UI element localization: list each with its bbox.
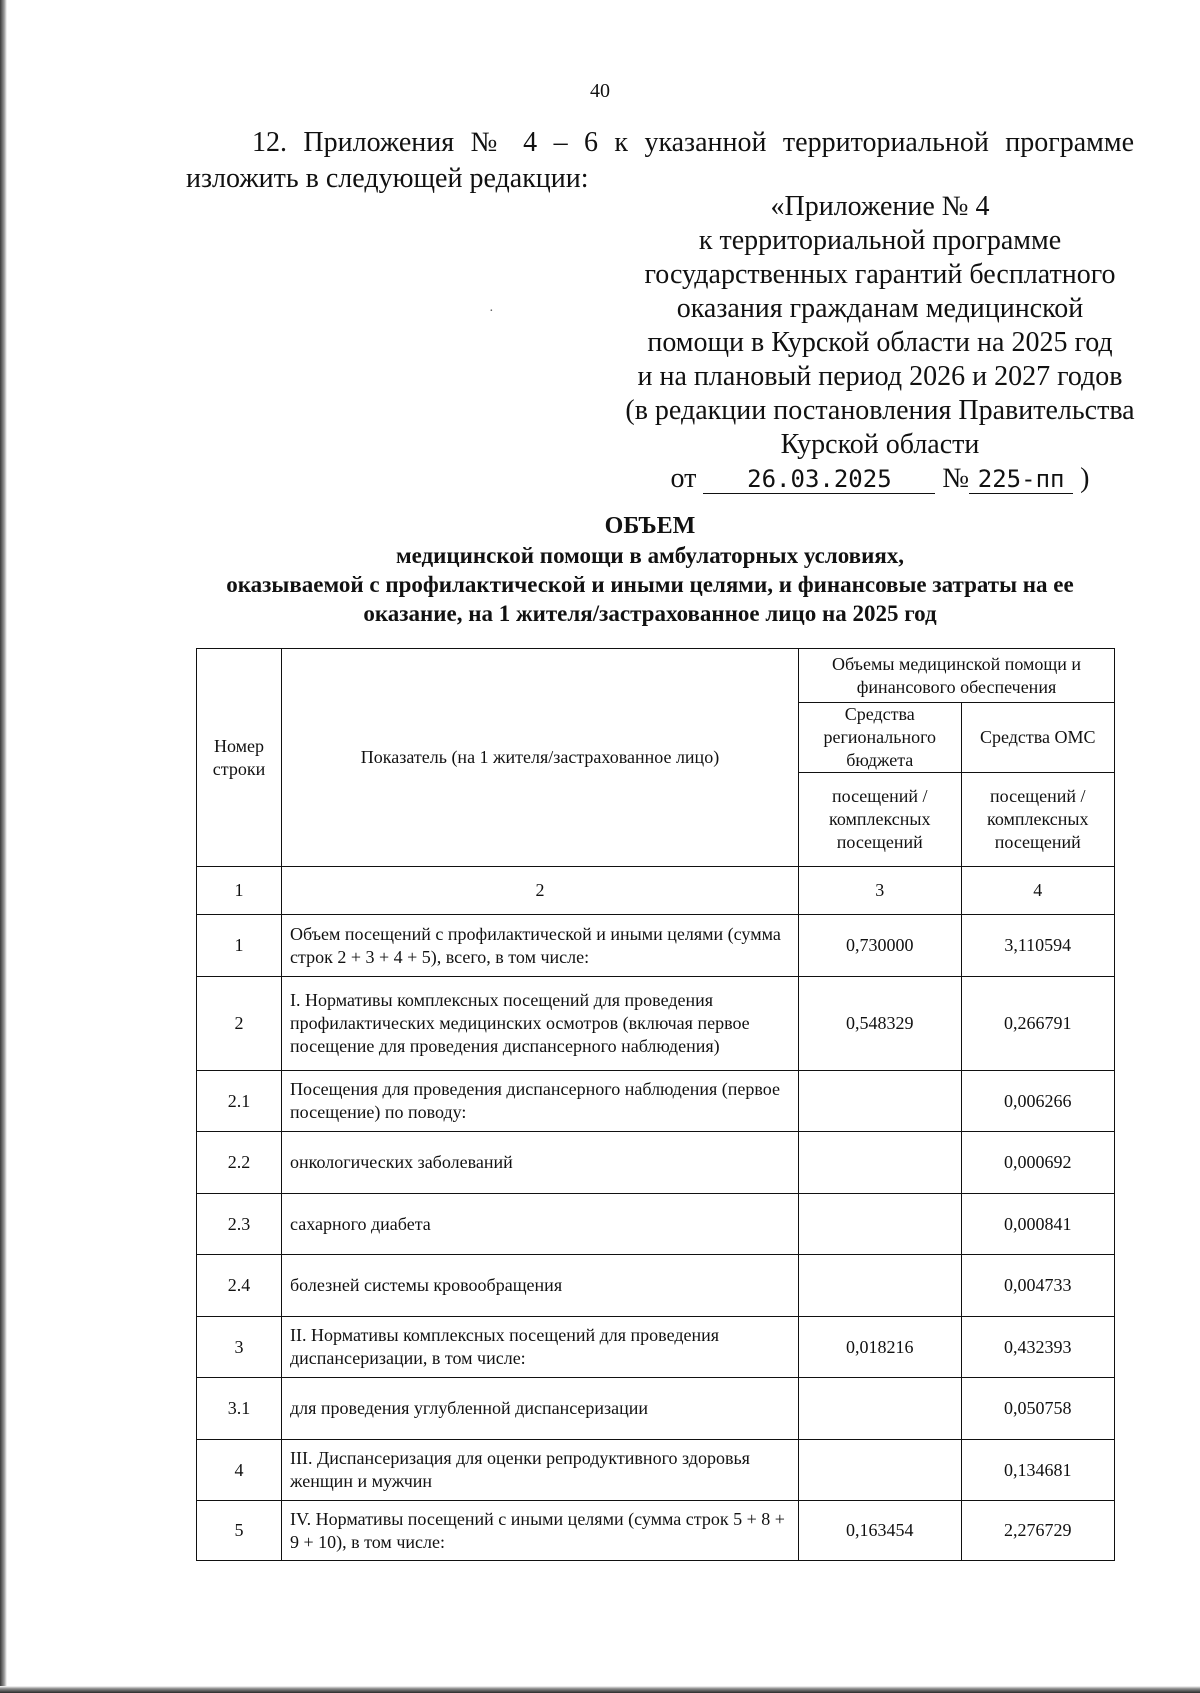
column-number: 4 [961,867,1115,915]
row-regional-value: 0,018216 [799,1317,962,1378]
table-row [197,977,1115,1071]
row-number: 2 [197,977,282,1071]
row-oms-value: 0,000692 [961,1132,1115,1194]
header-unit-oms: посещений / комплексных посещений [961,773,1115,867]
row-oms-value: 0,266791 [961,977,1115,1071]
number-label: № [942,463,970,494]
appendix-header [600,190,1160,496]
paragraph-line-2: изложить в следующей редакции: [186,163,589,194]
row-regional-value: 0,730000 [799,915,962,977]
column-number: 2 [282,867,799,915]
appendix-line: (в редакции постановления Правительства [625,395,1135,426]
row-regional-value: 0,548329 [799,977,962,1071]
resolution-number: 225-пп [969,465,1073,494]
title-line-3: оказываемой с профилактической и иными целями, и финансовые затраты на ее [226,572,1074,597]
from-label: от [670,463,697,494]
row-indicator: Посещения для проведения диспансерного наблюдения (первое посещение) по поводу: [282,1071,799,1132]
title-line-2: медицинской помощи в амбулаторных условиях, [395,543,905,568]
closing-bracket: ) [1080,463,1090,494]
appendix-line: оказания гражданам медицинской [676,293,1084,324]
row-number: 3.1 [197,1378,282,1440]
table-row [197,1440,1115,1501]
row-number: 2.3 [197,1194,282,1255]
header-unit-regional: посещений / комплексных посещений [799,773,962,867]
paragraph-line-1: 12. Приложения № 4 – 6 к указанной территориальной программе [252,127,1134,158]
table-row [197,1194,1115,1255]
row-number: 2.2 [197,1132,282,1194]
row-indicator: для проведения углубленной диспансеризации [282,1378,799,1440]
scan-edge-bottom [0,1686,1200,1693]
amendment-paragraph [186,125,1134,197]
row-oms-value: 0,134681 [961,1440,1115,1501]
appendix-line: Курской области [780,429,980,460]
resolution-date: 26.03.2025 [703,465,935,494]
row-oms-value: 2,276729 [961,1501,1115,1561]
document-title [150,512,1150,628]
row-regional-value: 0,163454 [799,1501,962,1561]
table-row [197,1317,1115,1378]
row-indicator: II. Нормативы комплексных посещений для проведения диспансеризации, в том числе: [282,1317,799,1378]
row-oms-value: 0,050758 [961,1378,1115,1440]
row-indicator: болезней системы кровообращения [282,1255,799,1317]
row-regional-value [799,1255,962,1317]
table-row [197,1378,1115,1440]
row-regional-value [799,1132,962,1194]
title-line-1: ОБЪЕМ [604,513,696,539]
scan-dot: · [489,304,494,319]
table-row [197,1132,1115,1194]
header-regional-budget: Средства регионального бюджета [799,703,962,773]
volume-table [196,648,1115,1561]
title-line-4: оказание, на 1 жителя/застрахованное лицо на 2025 год [363,601,937,626]
row-regional-value [799,1440,962,1501]
appendix-line: «Приложение № 4 [770,191,990,222]
row-indicator: Объем посещений с профилактической и иными целями (сумма строк 2 + 3 + 4 + 5), всего, в том числе: [282,915,799,977]
row-indicator: онкологических заболеваний [282,1132,799,1194]
header-row-number: Номер строки [197,649,282,867]
column-number: 1 [197,867,282,915]
appendix-line: и на плановый период 2026 и 2027 годов [637,361,1123,392]
row-number: 2.1 [197,1071,282,1132]
appendix-line: помощи в Курской области на 2025 год [647,327,1113,358]
row-number: 2.4 [197,1255,282,1317]
table-row [197,1501,1115,1561]
header-indicator: Показатель (на 1 жителя/застрахованное лицо) [282,649,799,867]
page-number: 40 [590,80,610,102]
row-number: 4 [197,1440,282,1501]
table-row [197,1071,1115,1132]
row-number: 1 [197,915,282,977]
row-oms-value: 3,110594 [961,915,1115,977]
row-indicator: IV. Нормативы посещений с иными целями (сумма строк 5 + 8 + 9 + 10), в том числе: [282,1501,799,1561]
table-row [197,1255,1115,1317]
row-oms-value: 0,000841 [961,1194,1115,1255]
row-indicator: III. Диспансеризация для оценки репродуктивного здоровья женщин и мужчин [282,1440,799,1501]
row-oms-value: 0,432393 [961,1317,1115,1378]
header-oms: Средства ОМС [961,703,1115,773]
row-number: 3 [197,1317,282,1378]
column-number: 3 [799,867,962,915]
table-row [197,915,1115,977]
appendix-line: государственных гарантий бесплатного [644,259,1116,290]
header-volumes: Объемы медицинской помощи и финансового обеспечения [799,649,1115,703]
row-regional-value [799,1378,962,1440]
appendix-line: к территориальной программе [698,225,1062,256]
row-oms-value: 0,006266 [961,1071,1115,1132]
scan-edge-left [0,0,7,1693]
row-oms-value: 0,004733 [961,1255,1115,1317]
row-regional-value [799,1194,962,1255]
resolution-reference [600,462,1160,496]
row-indicator: сахарного диабета [282,1194,799,1255]
row-indicator: I. Нормативы комплексных посещений для проведения профилактических медицинских осмотров (включая первое посещение для проведения диспансерного наблюдения) [282,977,799,1071]
row-regional-value [799,1071,962,1132]
row-number: 5 [197,1501,282,1561]
